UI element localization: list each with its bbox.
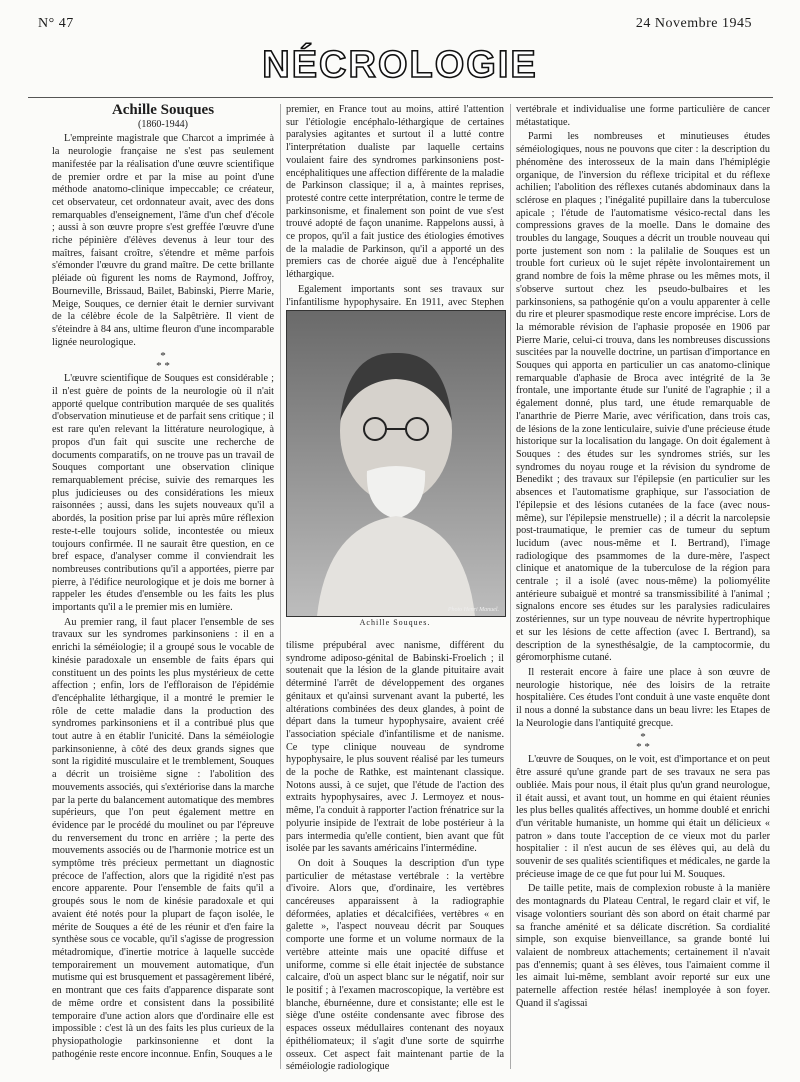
separator-stars: * * * xyxy=(156,350,170,373)
column-divider xyxy=(510,104,511,1069)
column-divider xyxy=(280,104,281,1069)
paragraph: Au premier rang, il faut placer l'ensemble de ses travaux sur les syndromes parkinsoniens : il en a enrichi la séméiologie; il a groupé sous le vocable de kinésie paradoxale un ensemble de faits épars qui constituent un des points les plus mystérieux de cette affection ; enfin, lors de l'effloraison de l'épidémie d'encéphalite léthargique, il a montré le premier le rôle de cette maladie dans la production des syndromes parkinsoniens et il a contribué plus que tout autre à en établir l'unicité. Dans la séméiologie parkinsonienne, à côté des deux grands signes que sont la rigidité musculaire et le tremblement, Souques a décrit un troisième signe : l'abolition des mouvements associés, qui s'extériorise dans la marche par la perte du balancement automatique des membres supérieurs, que l'on peut également mettre en évidence par le procédé du moulinet ou par l'épreuve du renversement du tronc en arrière ; la perte des mouvements associés ou de l'harmonie motrice est un symptôme très précieux permettant un diagnostic précoce de l'affection, alors que la rigidité n'est pas encore apparente. Pour l'ensemble de faits qu'il a groupés sous le nom de kinésie paradoxale et qui avaient été notés pour la plupart de façon isolée, le mérite de Souques a été de les réunir et d'en faire la synthèse sous ce vocable, qu'il s'agisse de progression métadromique, d'inertie motrice à laquelle succède temporairement un mouvement automatique, d'un mutisme qui est brusquement et passagèrement libéré, en montrant que ces faits d'apparence disparate sont de même ordre et consistent dans la possibilité temporaire d'une action alors que d'ordinaire elle est impossible : c'est là un des faits les plus curieux de la physiopathologie parkinsonienne et dont la pathogénie reste encore inconnue. Enfin, Souques a le xyxy=(52,616,274,1060)
photo-credit: Photo Henri Manuel. xyxy=(447,607,499,613)
paragraph: tilisme prépubéral avec nanisme, différent du syndrome adiposo-génital de Babinski-Froelich ; il soutenait que la lésion de la glande pituitaire avait déterminé l'arrêt de développement des organes génitaux et qu'ainsi survenant avant la puberté, les altérations combinées des deux glandes, à point de départ dans la tumeur hypophysaire, avaient créé l'association spéciale d'infantilisme et de nanisme. Ce type clinique nouveau de syndrome hypophysaire, le plus souvent réalisé par les tumeurs de la poche de Rathke, est maintenant classique. Notons aussi, à ce sujet, que l'étude de l'action des extraits hypophysaires, avec J. Lermoyez et nous-même, l'a conduit à rapporter l'action frénatrice sur la polyurie insipide de l'extrait de lobe postérieur à la pars intermedia qu'elle contient, bien avant que fût isolée par les savants américains l'intermédine. xyxy=(286,640,504,855)
portrait-photo xyxy=(286,310,506,617)
paragraph: Parmi les nombreuses et minutieuses études séméiologiques, nous ne pouvons que citer : la description du phénomène des interosseux de la main dans l'hémiplégie organique, de l'inversion du réflexe tricipital et du réflexe achilien; l'abolition des réflexes cutanés abdominaux dans la sclérose en plaques ; l'inégalité pupillaire dans la tuberculose apicale ; l'étude de l'automatisme vésico-rectal dans les compressions graves de la moelle. Dans le domaine des troubles du langage, Souques a décrit un trouble nouveau qui porte justement son nom : la palilalie de Souques est un trouble fort curieux où le sujet répète involontairement un grand nombre de fois la même phrase ou les mêmes mots, il s'observe surtout chez les pseudo-bulbaires et les parkinsoniens, sa pathogénie qu'on a voulu apparenter à celle du rire et pleurer spasmodique reste encore imprécise. Lors de la mémorable révision de l'aphasie proposée en 1906 par Pierre Marie, celui-ci trouva, dans les nombreuses discussions suscitées par la nouvelle doctrine, un partisan d'importance en Souques qui apporta en particulier un cas anatomo-clinique remarquable d'aphasie de Broca avec intégrité de la 3e frontale, une importante étude sur l'unité de l'agraphie ; il a également donné, plus tard, une étude remarquable de l'anarthrie de Pierre Marie, avec vérification, dans trois cas, de lésions de la zone lenticulaire, suivie d'une précieuse étude historique sur la localisation du langage. On doit également à Souques : des études sur les syndromes striés, sur les syndromes du noyau rouge et la révision du syndrome de Benedikt ; des travaux sur l'épilepsie (en particulier sur les absences et l'automatisme graphique, sur l'association de l'épilepsie et des lésions cutanées de la face (avec nous-même), sur l'épilepsie menstruelle) ; il a décrit la narcolepsie post-traumatique, le premier cas de tumeur du septum lucidum (avec nous-même et I. Bertrand), l'image radiologique des psammomes de la dure-mère, l'aspect clinique et anatomique de la tuberculose de la région para centrale ; il a isolé (avec nous-même) la poliomyélite antérieure subaiguë et montré sa transmissibilité à l'animal ; signalons encore ses études sur les paralysies radiculaires zostériennes, sur un type nouveau de névrite hypertrophique et sur les lésions de cette affection (avec I. Bertrand), sa description de la synesthésalgie, de la camptocormie, du géromorphisme cutané. xyxy=(516,131,770,664)
column-2-top xyxy=(286,104,504,308)
paragraph: De taille petite, mais de complexion robuste à la manière des montagnards du Plateau Central, le regard clair et vif, le visage volontiers souriant dès son abord on était charmé par sa franche aménité et sa délicate discrétion. Sa cordialité simple, son exquise bienveillance, sa grande bonté lui valaient de nombreux attachements; certainement il n'avait pas d'ennemis; quant à ses élèves, tous l'aimaient comme il les aimait lui-même, semblant avoir reporté sur eux une paternelle affection restée hélas! inemployée à son foyer. Quand il s'agissai xyxy=(516,883,770,1009)
paragraph: Egalement importants sont ses travaux sur l'infantilisme hypophysaire. En 1911, avec Stephen xyxy=(286,283,504,308)
article-name: Achille Souques xyxy=(111,102,215,118)
issue-number: N° 47 xyxy=(38,16,74,31)
paragraph: L'œuvre de Souques, on le voit, est d'importance et on peut être assuré qu'une grande part de ses travaux ne sera pas oubliée. Mais pour nous, il était plus qu'un grand neurologue, il était aussi, et avant tout, un homme en qui étaient réunies les plus belles qualités affectives, un homme doublé et enrichi d'un véritable humaniste, un homme qui était un délicieux « patron » dans toute l'acception de ce vieux mot du parler hospitalier : il n'est aucun de ses élèves qui, au delà du souvenir de ses qualités scientifiques et médicales, ne garde la précieuse image de ce que fut pour lui M. Souques. xyxy=(516,754,770,880)
column-1 xyxy=(52,104,274,1069)
paragraph: On doit à Souques la description d'un type particulier de métastase vertébrale : la vertèbre d'ivoire. Alors que, d'ordinaire, les vertèbres cancéreuses apparaissent à la radiographie déformées, aplaties et décalcifiées, vertèbres « en galette », l'aspect nouveau décrit par Souques comporte une forme et un volume normaux de la vertèbre atteinte mais une opacité diffuse et uniforme, comme si elle était injectée de substance calcaire, d'où un aspect blanc sur le négatif, noir sur le positif ; à l'examen macroscopique, la vertèbre est blanche, éburnéenne, dure et consistante; elle est le siège d'une ostéite condensante avec fibrose des espaces osseux médullaires contenant des noyaux épithéliomateux; il s'agit d'une sorte de squirrhe osseux. Cet aspect fait maintenant partie de la séméiologie radiologique xyxy=(286,857,504,1073)
paragraph: Il resterait encore à faire une place à son œuvre de neurologie historique, née des loisirs de la retraite hospitalière. Ces études l'ont conduit à une vaste enquête dont il nous a donné la substance dans un beau livre: les Etapes de la Neurologie dans l'antiquité grecque. xyxy=(516,666,770,729)
paragraph: premier, en France tout au moins, attiré l'attention sur l'étiologie encéphalo-léthargique de certaines paralysies agitantes et surtout il a lutté contre l'interprétation dualiste par laquelle certains voulaient faire des syndromes parkinsoniens post-encéphalitiques une affection différente de la maladie de Parkinson classique; il a, à maintes reprises, protesté contre cette interprétation, contre le terme de parkinsonisme, et finalement son point de vue s'est trouvé adopté de façon unanime. Rappelons aussi, à ce propos, qu'il a fait justice des étiologies émotives de la maladie de Parkinson, qu'il a apporté un des premiers cas de chorée aiguë due à l'encéphalite léthargique. xyxy=(286,104,504,281)
separator-stars: * * * xyxy=(636,731,650,754)
photo-caption: Achille Souques. xyxy=(359,618,431,627)
section-title: NÉCROLOGIE xyxy=(262,44,538,86)
column-3 xyxy=(516,104,770,1069)
issue-date: 24 Novembre 1945 xyxy=(635,16,752,31)
header-rule xyxy=(28,97,773,98)
paragraph: vertébrale et individualise une forme particulière de cancer métastatique. xyxy=(516,104,770,128)
article-dates: (1860-1944) xyxy=(138,118,188,130)
paragraph: L'empreinte magistrale que Charcot a imprimée à la neurologie française ne s'est pas seulement manifestée par la réalisation d'une œuvre scientifique de premier ordre et par la mise au point d'une méthode anatomo-clinique impeccable; ce créateur, cet observateur, cet ordonnateur avait, avec des dons remarquables d'enseignement, l'âme d'un chef d'école ; aussi à son œuvre propre s'est greffée l'œuvre d'une riche pépinière d'élèves devenus à leur tour des maîtres, faisant croître, s'étendre et même parfois s'émonder l'œuvre du grand maître. De cette brillante pléiade où figurent les noms de Raymond, Joffroy, Bourneville, Brissaud, Bailet, Babinski, Pierre Marie, Meige, Souques, ce dernier était le dernier survivant de la célèbre école de la Salpêtrière. Il vient de s'éteindre à 84 ans, ultime fleuron d'une incomparable lignée neurologique. xyxy=(52,133,274,348)
paragraph: L'œuvre scientifique de Souques est considérable ; il n'est guère de points de la neurologie où il n'ait apporté quelque contribution marquée de ses qualités d'observation minutieuse et de parfait sens critique ; il est rare qu'en relevant la littérature neurologique, à propos d'un fait qui suscite une recherche de documents comparatifs, on ne trouve pas un travail de Souques comportant une observation clinique remarquablement précise, suivie des remarques les plus judicieuses ou des considérations les mieux raisonnées ; aussi, dans les sujets nouveaux qu'il a abordés, la position prise par lui après mûre réflexion reste-t-elle toujours solide, incontestée ou mieux toujours confirmée. Il ne saurait être question, en ce bref espace, d'analyser comme il conviendrait les nombreuses contributions qu'il a apportées, pierre par pierre, à l'édifice neurologique et je dois me borner à rappeler les études d'ensemble ou les faits les plus importants qu'il a le premier mis en lumière. xyxy=(52,373,274,614)
column-2-bottom xyxy=(286,640,504,1073)
portrait-illustration xyxy=(287,311,505,616)
